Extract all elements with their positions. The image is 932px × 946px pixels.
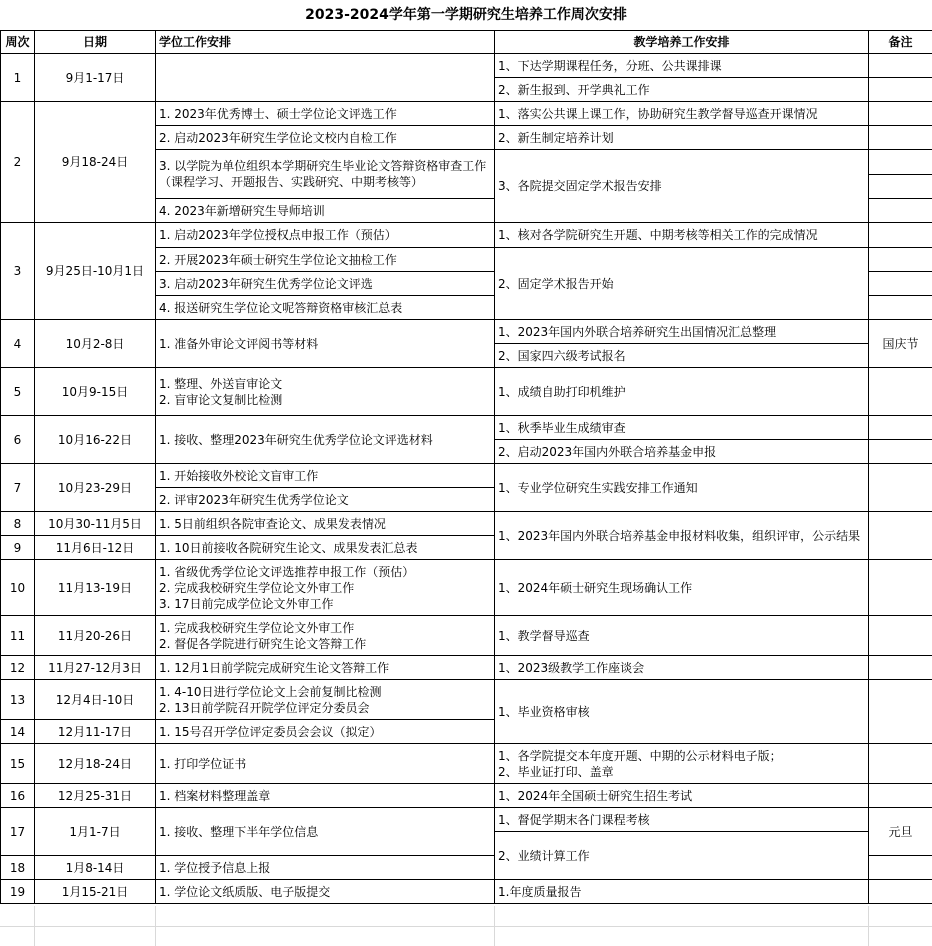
week-number: 13 (1, 680, 35, 720)
week-date: 10月16-22日 (35, 416, 156, 464)
week-date: 1月1-7日 (35, 808, 156, 856)
note-cell (869, 54, 932, 78)
degree-cell: 1. 开始接收外校论文盲审工作 (156, 464, 495, 488)
teaching-cell: 1、督促学期末各门课程考核 (495, 808, 869, 832)
note-cell (869, 296, 932, 320)
table-row (1, 784, 932, 808)
week-number: 17 (1, 808, 35, 856)
table-row (1, 680, 932, 720)
table-row (1, 744, 932, 784)
table-row (1, 320, 932, 344)
teaching-cell: 1、2023年国内外联合培养研究生出国情况汇总整理 (495, 320, 869, 344)
week-number: 1 (1, 54, 35, 102)
teaching-cell: 1、核对各学院研究生开题、中期考核等相关工作的完成情况 (495, 223, 869, 248)
table-row (1, 560, 932, 616)
teaching-cell: 2、新生制定培养计划 (495, 126, 869, 150)
degree-cell (156, 680, 495, 720)
week-date: 11月13-19日 (35, 560, 156, 616)
week-number: 6 (1, 416, 35, 464)
week-date: 1月8-14日 (35, 856, 156, 880)
teaching-line: 1、各学院提交本年度开题、中期的公示材料电子版； (498, 748, 782, 763)
teaching-cell: 1、毕业资格审核 (495, 680, 869, 744)
table-row (1, 464, 932, 488)
note-cell (869, 856, 932, 880)
table-row (1, 512, 932, 536)
teaching-cell: 1、2024年硕士研究生现场确认工作 (495, 560, 869, 616)
note-cell (869, 102, 932, 126)
week-number: 11 (1, 616, 35, 656)
week-number: 8 (1, 512, 35, 536)
degree-cell (156, 616, 495, 656)
note-cell (869, 199, 932, 223)
degree-cell: 1. 档案材料整理盖章 (156, 784, 495, 808)
teaching-cell: 1、2023年国内外联合培养基金申报材料收集，组织评审，公示结果 (495, 512, 869, 560)
page-title: 2023-2024学年第一学期研究生培养工作周次安排 (305, 7, 627, 23)
degree-cell: 1. 打印学位证书 (156, 744, 495, 784)
week-number: 16 (1, 784, 35, 808)
header-degree: 学位工作安排 (156, 31, 495, 54)
table-row (1, 368, 932, 416)
note-cell (869, 248, 932, 272)
header-date: 日期 (35, 31, 156, 54)
note-cell (869, 175, 932, 199)
teaching-cell: 2、启动2023年国内外联合培养基金申报 (495, 440, 869, 464)
holiday-note: 元旦 (869, 808, 932, 856)
week-date: 9月18-24日 (35, 102, 156, 223)
note-cell (869, 272, 932, 296)
teaching-cell: 1、2023级教学工作座谈会 (495, 656, 869, 680)
teaching-cell: 2、新生报到、开学典礼工作 (495, 78, 869, 102)
degree-cell: 4. 2023年新增研究生导师培训 (156, 199, 495, 223)
week-number: 18 (1, 856, 35, 880)
degree-cell: 1. 2023年优秀博士、硕士学位论文评选工作 (156, 102, 495, 126)
teaching-cell: 3、各院提交固定学术报告安排 (495, 150, 869, 223)
grid-line (155, 906, 156, 946)
note-cell (869, 560, 932, 616)
table-row (1, 616, 932, 656)
degree-line: 1. 4-10日进行学位论文上会前复制比检测 (159, 684, 382, 699)
table-row (1, 808, 932, 832)
week-date: 11月20-26日 (35, 616, 156, 656)
table-row (1, 416, 932, 440)
teaching-cell: 1、落实公共课上课工作，协助研究生教学督导巡查开课情况 (495, 102, 869, 126)
degree-cell: 1. 5日前组织各院审查论文、成果发表情况 (156, 512, 495, 536)
week-date: 10月2-8日 (35, 320, 156, 368)
week-number: 2 (1, 102, 35, 223)
degree-cell (156, 368, 495, 416)
holiday-note: 国庆节 (869, 320, 932, 368)
teaching-cell: 1、秋季毕业生成绩审查 (495, 416, 869, 440)
degree-line: 3. 17日前完成学位论文外审工作 (159, 596, 334, 611)
teaching-line: 2、毕业证打印、盖章 (498, 764, 614, 779)
week-number: 4 (1, 320, 35, 368)
header-week: 周次 (1, 31, 35, 54)
degree-cell: 3. 以学院为单位组织本学期研究生毕业论文答辩资格审查工作（课程学习、开题报告、实践研究、中期考核等） (156, 150, 495, 199)
table-row (1, 880, 932, 904)
note-cell (869, 126, 932, 150)
table-row (1, 223, 932, 248)
teaching-cell: 1、下达学期课程任务，分班、公共课排课 (495, 54, 869, 78)
table-row (1, 54, 932, 78)
degree-line: 1. 整理、外送盲审论文 (159, 376, 283, 391)
week-number: 19 (1, 880, 35, 904)
note-cell (869, 223, 932, 248)
note-cell (869, 616, 932, 656)
note-cell (869, 464, 932, 512)
teaching-cell (495, 744, 869, 784)
header-note: 备注 (869, 31, 932, 54)
table-row (1, 102, 932, 126)
note-cell (869, 680, 932, 744)
grid-line (0, 926, 932, 927)
teaching-cell: 2、国家四六级考试报名 (495, 344, 869, 368)
degree-cell: 1. 启动2023年学位授权点申报工作（预估） (156, 223, 495, 248)
note-cell (869, 656, 932, 680)
degree-cell: 2. 启动2023年研究生学位论文校内自检工作 (156, 126, 495, 150)
week-date: 12月4日-10日 (35, 680, 156, 720)
note-cell (869, 880, 932, 904)
header-teaching: 教学培养工作安排 (495, 31, 869, 54)
degree-cell (156, 54, 495, 102)
teaching-cell: 1.年度质量报告 (495, 880, 869, 904)
teaching-cell: 1、成绩自助打印机维护 (495, 368, 869, 416)
table-header-row (1, 31, 932, 54)
week-date: 1月15-21日 (35, 880, 156, 904)
note-cell (869, 744, 932, 784)
week-date: 12月11-17日 (35, 720, 156, 744)
week-number: 3 (1, 223, 35, 320)
teaching-cell: 1、专业学位研究生实践安排工作通知 (495, 464, 869, 512)
week-date: 9月1-17日 (35, 54, 156, 102)
note-cell (869, 416, 932, 440)
teaching-cell: 1、教学督导巡查 (495, 616, 869, 656)
degree-cell: 1. 接收、整理2023年研究生优秀学位论文评选材料 (156, 416, 495, 464)
grid-line (868, 906, 869, 946)
degree-line: 1. 完成我校研究生学位论文外审工作 (159, 620, 355, 635)
week-date: 10月9-15日 (35, 368, 156, 416)
week-number: 9 (1, 536, 35, 560)
week-date: 11月6日-12日 (35, 536, 156, 560)
week-date: 10月23-29日 (35, 464, 156, 512)
degree-cell: 1. 10日前接收各院研究生论文、成果发表汇总表 (156, 536, 495, 560)
degree-line: 2. 督促各学院进行研究生论文答辩工作 (159, 636, 367, 651)
week-date: 12月25-31日 (35, 784, 156, 808)
week-number: 10 (1, 560, 35, 616)
degree-cell: 4. 报送研究生学位论文呢答辩资格审核汇总表 (156, 296, 495, 320)
degree-line: 1. 省级优秀学位论文评选推荐申报工作（预估） (159, 564, 415, 579)
degree-line: 2. 完成我校研究生学位论文外审工作 (159, 580, 355, 595)
degree-line: 2. 13日前学院召开院学位评定分委员会 (159, 700, 370, 715)
week-number: 12 (1, 656, 35, 680)
degree-cell: 1. 准备外审论文评阅书等材料 (156, 320, 495, 368)
teaching-cell: 2、固定学术报告开始 (495, 248, 869, 320)
degree-cell: 1. 12月1日前学院完成研究生论文答辩工作 (156, 656, 495, 680)
note-cell (869, 78, 932, 102)
grid-line (494, 906, 495, 946)
degree-cell: 1. 接收、整理下半年学位信息 (156, 808, 495, 856)
note-cell (869, 512, 932, 560)
teaching-cell: 1、2024年全国硕士研究生招生考试 (495, 784, 869, 808)
week-number: 5 (1, 368, 35, 416)
week-date: 9月25日-10月1日 (35, 223, 156, 320)
teaching-cell: 2、业绩计算工作 (495, 832, 869, 880)
note-cell (869, 368, 932, 416)
degree-cell: 2. 评审2023年研究生优秀学位论文 (156, 488, 495, 512)
note-cell (869, 784, 932, 808)
week-date: 11月27-12月3日 (35, 656, 156, 680)
week-number: 14 (1, 720, 35, 744)
degree-cell: 1. 15号召开学位评定委员会会议（拟定） (156, 720, 495, 744)
degree-cell (156, 560, 495, 616)
degree-cell: 3. 启动2023年研究生优秀学位论文评选 (156, 272, 495, 296)
week-number: 15 (1, 744, 35, 784)
week-number: 7 (1, 464, 35, 512)
degree-cell: 1. 学位论文纸质版、电子版提交 (156, 880, 495, 904)
week-date: 12月18-24日 (35, 744, 156, 784)
table-row (1, 656, 932, 680)
schedule-table (0, 30, 932, 904)
degree-cell: 1. 学位授予信息上报 (156, 856, 495, 880)
note-cell (869, 440, 932, 464)
grid-line (34, 906, 35, 946)
note-cell (869, 150, 932, 175)
week-date: 10月30-11月5日 (35, 512, 156, 536)
degree-line: 2. 盲审论文复制比检测 (159, 392, 283, 407)
degree-cell: 2. 开展2023年硕士研究生学位论文抽检工作 (156, 248, 495, 272)
